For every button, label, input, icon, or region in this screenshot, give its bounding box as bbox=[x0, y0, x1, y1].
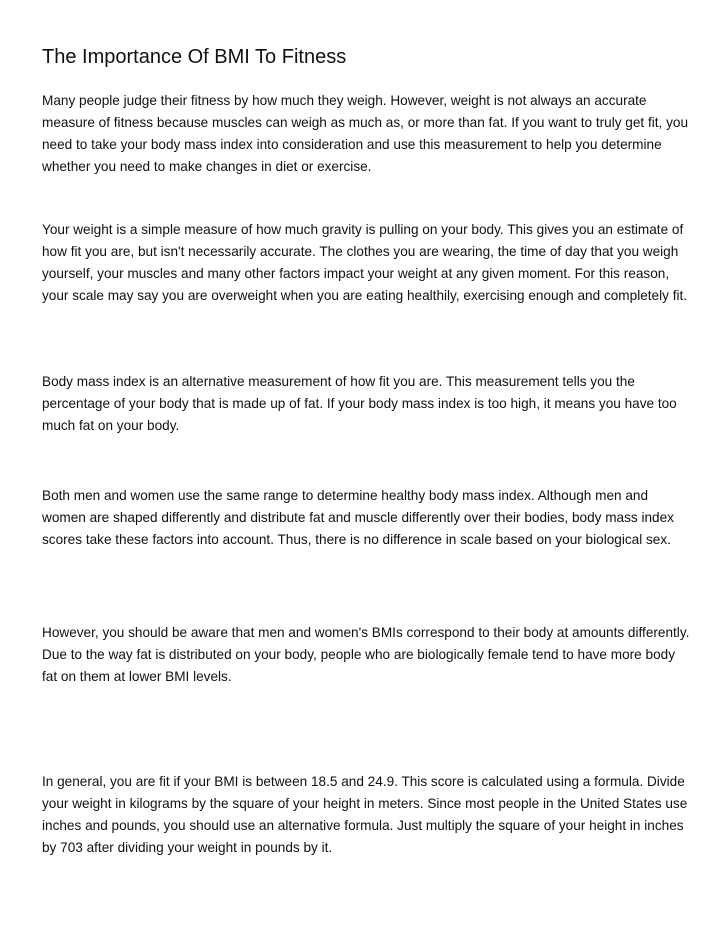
paragraph-weight-vs-fitness: Many people judge their fitness by how much they weigh. However, weight is not always an accurate measure of fitness because muscles can weigh as much as, or more than fat. If you want to truly get fit, you need to take your body mass index into consideration and use this measurement to help you determine whether you need to make changes in diet or exercise. bbox=[42, 93, 689, 174]
paragraph-weight-measure: Your weight is a simple measure of how much gravity is pulling on your body. This gives you an estimate of how fit you are, but isn't necessarily accurate. The clothes you are wearing, the time of day that you weigh yourself, your muscles and many other factors impact your weight at any given moment. For this reason, your scale may say you are overweight when you are eating healthily, exercising enough and completely fit. bbox=[42, 222, 688, 303]
document-title: The Importance Of BMI To Fitness bbox=[42, 46, 347, 68]
paragraph-bmi-definition: Body mass index is an alternative measurement of how fit you are. This measurement tells you the percentage of your body that is made up of fat. If your body mass index is too high, it means you have too much fat on your body. bbox=[42, 374, 677, 433]
paragraph-bmi-formula: In general, you are fit if your BMI is between 18.5 and 24.9. This score is calculated using a formula. Divide your weight in kilograms by the square of your height in meters. Since most people in the United States use inches and pounds, you should use an alternative formula. Just multiply the square of your height in inches by 703 after dividing your weight in pounds by it. bbox=[42, 774, 688, 855]
paragraph-sex-differences: However, you should be aware that men and women's BMIs correspond to their body at amounts differently. Due to the way fat is distributed on your body, people who are biologically female tend to have more body fat on them at lower BMI levels. bbox=[42, 625, 690, 684]
paragraph-same-range: Both men and women use the same range to determine healthy body mass index. Although men and women are shaped differently and distribute fat and muscle differently over their bodies, body mass index scores take these factors into account. Thus, there is no difference in scale based on your biological sex. bbox=[42, 488, 674, 547]
